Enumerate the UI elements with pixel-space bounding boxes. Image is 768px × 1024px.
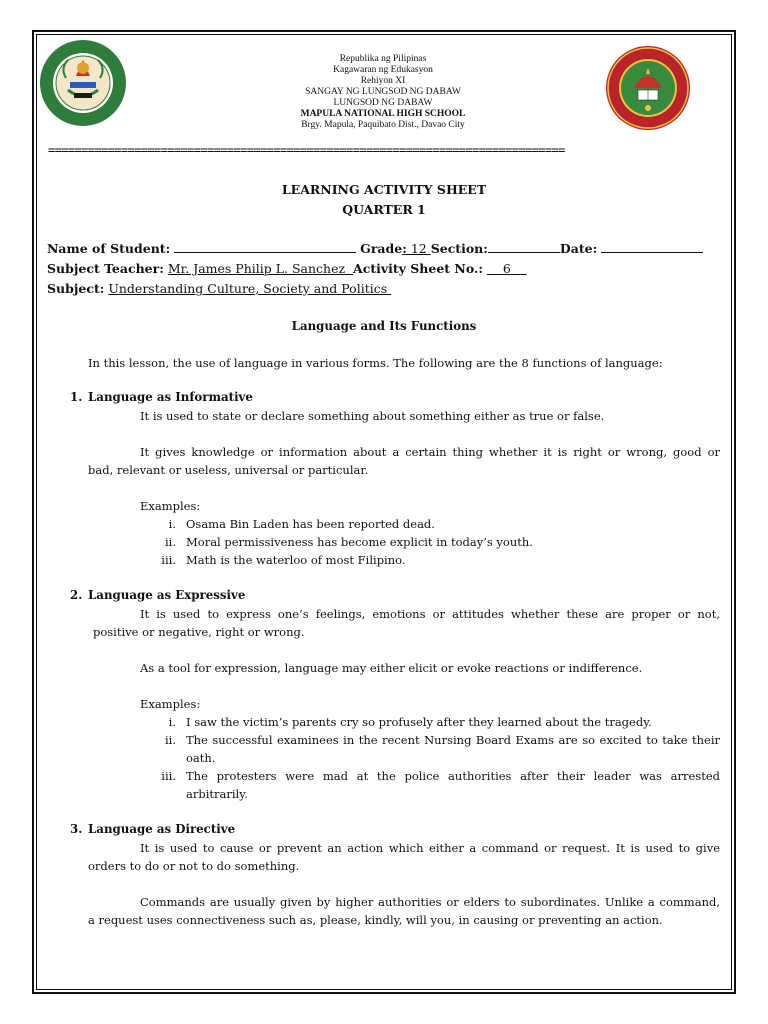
- example-item: Math is the waterloo of most Filipino.: [186, 553, 406, 567]
- grade-value[interactable]: 12: [406, 241, 431, 256]
- sheet-quarter: QUARTER 1: [342, 202, 426, 217]
- date-label: Date: [559, 241, 593, 256]
- section-3-title: Language as Directive: [88, 822, 236, 836]
- section-3-p1a: It is used to cause or prevent an action which either a command or request. It is used to give: [140, 841, 720, 855]
- example-number: i.: [168, 517, 176, 531]
- example-item: I saw the victim’s parents cry so profusely after they learned about the tragedy.: [186, 715, 652, 729]
- example-item: Moral permissiveness has become explicit in today’s youth.: [186, 535, 533, 549]
- example-item: The successful examinees in the recent Nursing Board Exams are so excited to take their: [186, 733, 720, 747]
- date-field[interactable]: [601, 240, 703, 253]
- section-2-number: 2.: [70, 588, 83, 602]
- header-division: SANGAY NG LUNGSOD NG DABAW: [305, 87, 461, 97]
- teacher-value: Mr. James Philip L. Sanchez: [167, 261, 346, 276]
- davao-city-division-seal-icon: [38, 38, 128, 128]
- example-number: ii.: [164, 535, 176, 549]
- header-address: Brgy. Mapula, Paquibato Dist., Davao City: [301, 120, 465, 130]
- header-separator: ==============================================================================: [48, 143, 565, 157]
- example-number: i.: [168, 715, 176, 729]
- subject-label: Subject: [47, 281, 100, 296]
- name-field[interactable]: [174, 240, 356, 253]
- header-school-name: MAPULA NATIONAL HIGH SCHOOL: [300, 109, 466, 119]
- activity-label: Activity Sheet No.: [353, 261, 479, 276]
- section-3-p2b: a request uses connectiveness such as, please, kindly, will you, in causing or preventing an action.: [88, 913, 663, 927]
- section-1-p2a: It gives knowledge or information about a certain thing whether it is right or wrong, good or: [140, 445, 720, 459]
- teacher-info-row: Subject Teacher: Mr. James Philip L. Sanchez Activity Sheet No.: 6: [47, 261, 511, 276]
- section-field[interactable]: [488, 240, 560, 253]
- section-1-title: Language as Informative: [88, 390, 253, 404]
- example-number: iii.: [161, 553, 176, 567]
- example-item-continued: oath.: [186, 751, 216, 765]
- mapula-nhs-seal-icon: [604, 44, 692, 132]
- example-number: iii.: [161, 769, 176, 783]
- example-item: Osama Bin Laden has been reported dead.: [186, 517, 435, 531]
- grade-label: Grade: [360, 241, 403, 256]
- lesson-heading: Language and Its Functions: [291, 319, 477, 333]
- activity-value: 6: [502, 261, 511, 276]
- header-department: Kagawaran ng Edukasyon: [333, 65, 433, 75]
- section-3-number: 3.: [70, 822, 83, 836]
- teacher-label: Subject Teacher: [47, 261, 160, 276]
- subject-value: Understanding Culture, Society and Politics: [108, 281, 388, 296]
- section-1-p1: It is used to state or declare something about something either as true or false.: [140, 409, 605, 423]
- school-header: [230, 54, 536, 131]
- section-2-title: Language as Expressive: [88, 588, 246, 602]
- section-2-p2: As a tool for expression, language may either elicit or evoke reactions or indifference.: [140, 661, 643, 675]
- sheet-title: LEARNING ACTIVITY SHEET: [281, 182, 487, 197]
- section-1-p2b: bad, relevant or useless, universal or particular.: [88, 463, 369, 477]
- header-region: Rehiyon XI: [360, 76, 406, 86]
- example-item-continued: arbitrarily.: [186, 787, 248, 801]
- lesson-intro: In this lesson, the use of language in various forms. The following are the 8 functions of language:: [88, 356, 663, 370]
- section-2-p1b: positive or negative, right or wrong.: [93, 625, 305, 639]
- section-3-p1b: orders to do or not to do something.: [88, 859, 300, 873]
- student-info-row: Name of Student: Grade: 12 Section: Date:: [47, 240, 703, 256]
- example-item: The protesters were mad at the police authorities after their leader was arrested: [186, 769, 720, 783]
- name-label: Name of Student: [47, 241, 166, 256]
- section-2-p1a: It is used to express one’s feelings, emotions or attitudes whether these are proper or not,: [140, 607, 720, 621]
- section-1-examples-label: Examples:: [140, 499, 201, 513]
- section-3-p2a: Commands are usually given by higher authorities or elders to subordinates. Unlike a command,: [140, 895, 720, 909]
- example-number: ii.: [164, 733, 176, 747]
- header-republic: Republika ng Pilipinas: [339, 54, 427, 64]
- subject-info-row: Subject: Understanding Culture, Society and Politics: [47, 281, 388, 296]
- section-2-examples-label: Examples:: [140, 697, 201, 711]
- section-1-number: 1.: [70, 390, 83, 404]
- header-city: LUNGSOD NG DABAW: [333, 98, 433, 108]
- section-label: Section: [430, 241, 484, 256]
